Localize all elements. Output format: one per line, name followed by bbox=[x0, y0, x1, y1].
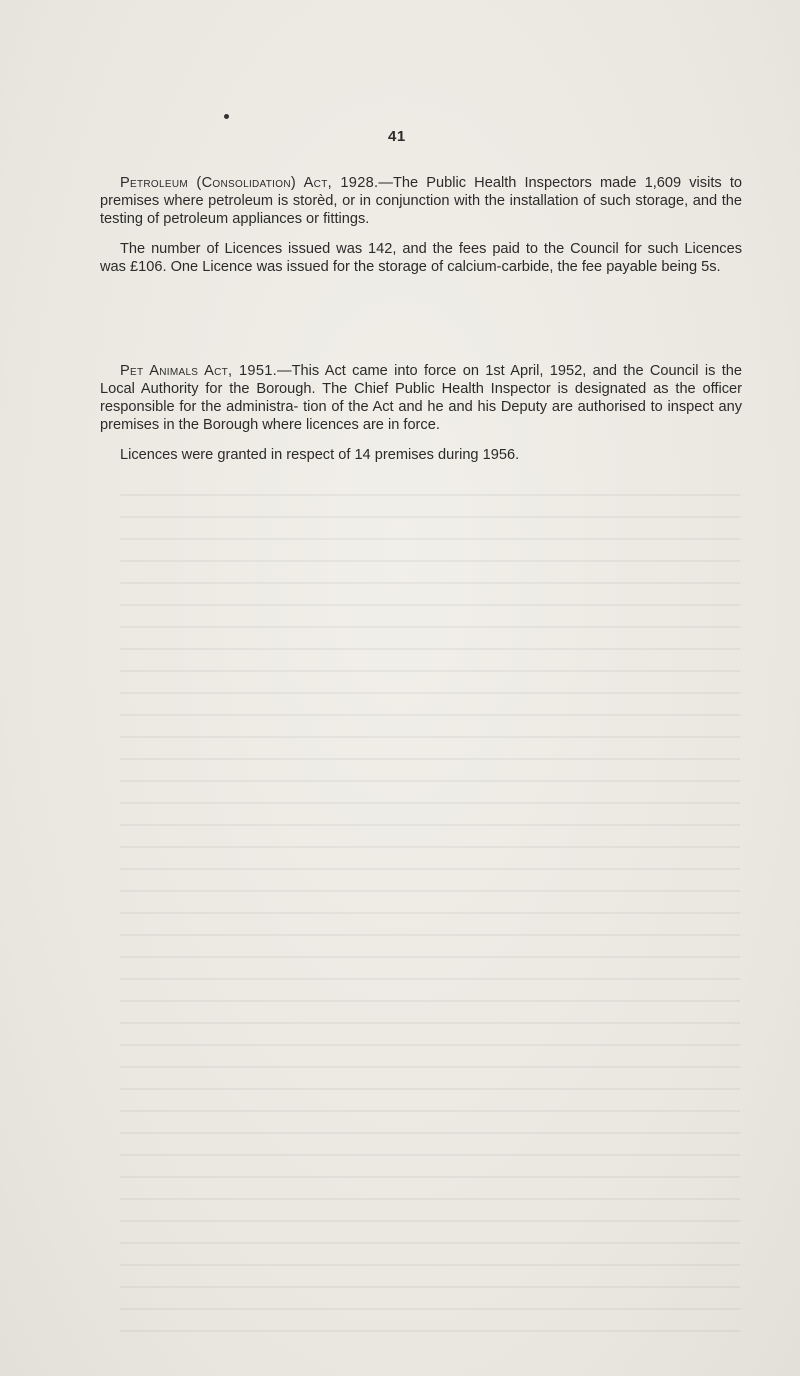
bleed-through-texture bbox=[120, 480, 740, 1340]
pets-paragraph-1-body: —This Act came into force on 1st April, 1952, and the Council is the Local Authority for the Borough. The Chief Public Health Inspector is designated as the officer responsible for the administra- tion of the Act and he and his Deputy are authorised to inspect any premises in the Borough where licences are in force. bbox=[100, 363, 742, 433]
page-number: 41 bbox=[388, 128, 406, 145]
pets-paragraph-1 bbox=[100, 362, 742, 434]
petroleum-paragraph-1 bbox=[100, 174, 742, 228]
petroleum-paragraph-1-body: —The Public Health Inspectors made 1,609 visits to premises where petroleum is storèd, or in conjunction with the installation of such storage, and the testing of petroleum appliances or fittings. bbox=[100, 175, 742, 227]
pets-heading: Pet Animals Act, 1951. bbox=[120, 363, 278, 379]
section-petroleum bbox=[100, 174, 742, 276]
section-pet-animals bbox=[100, 362, 742, 464]
petroleum-paragraph-2: The number of Licences issued was 142, and the fees paid to the Council for such Licences was £106. One Licence was issued for the storage of calcium-carbide, the fee payable being 5s. bbox=[100, 241, 742, 275]
pets-paragraph-2: Licences were granted in respect of 14 premises during 1956. bbox=[120, 447, 520, 463]
petroleum-heading: Petroleum (Consolidation) Act, 1928. bbox=[120, 175, 379, 191]
print-mark-dot bbox=[224, 114, 229, 119]
